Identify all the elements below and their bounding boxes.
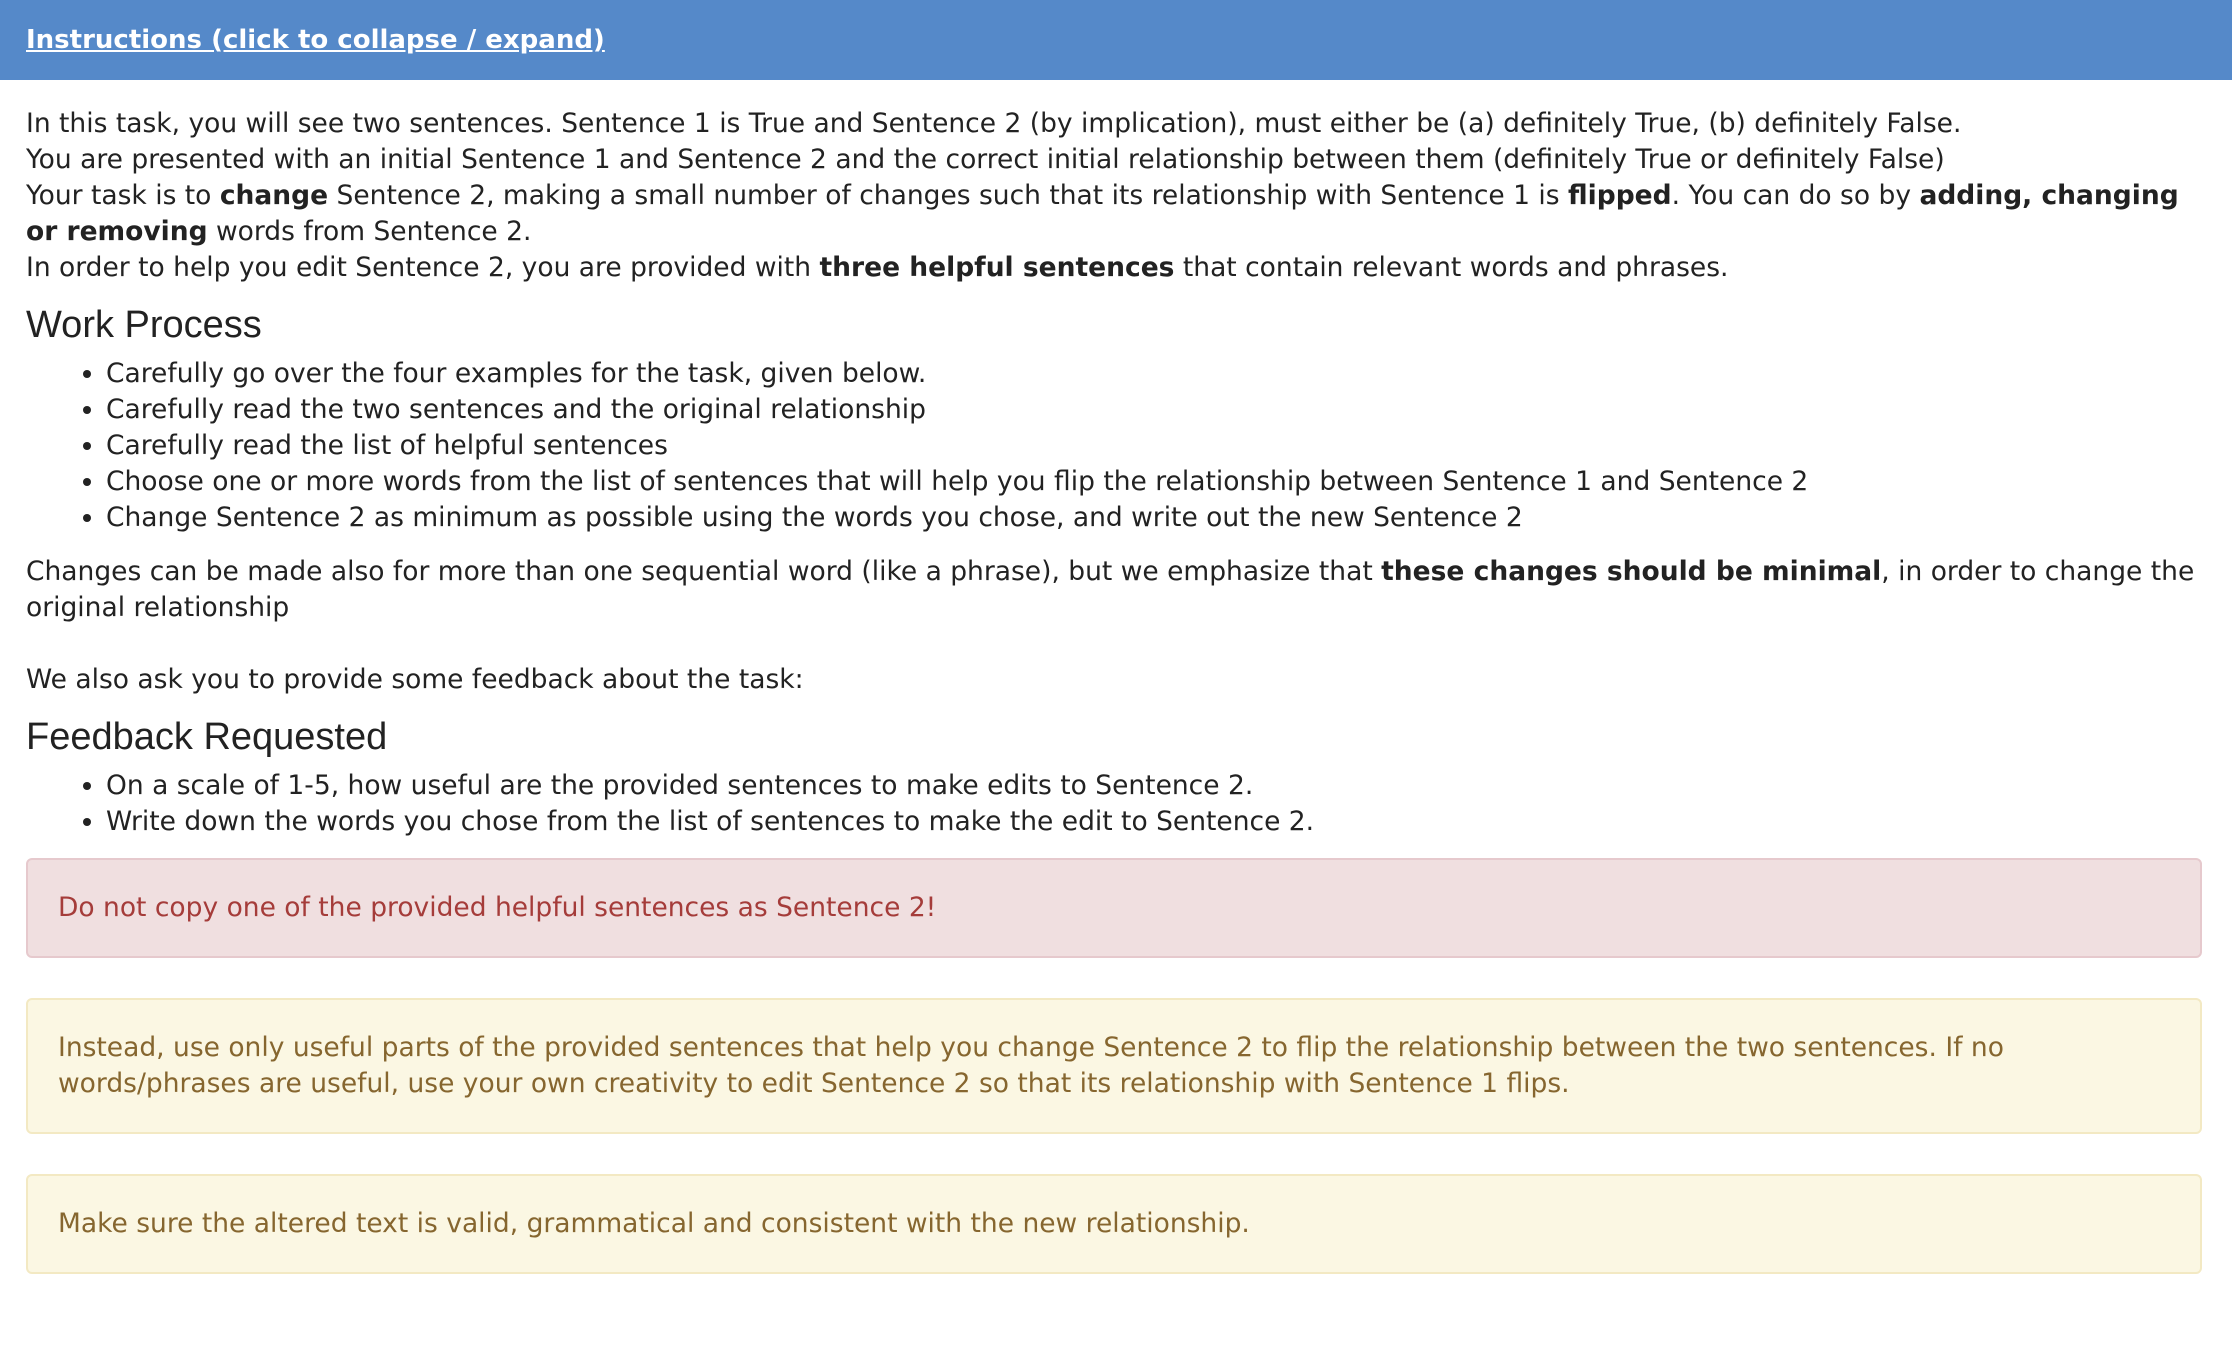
intro-line-1: In this task, you will see two sentences. Sentence 1 is True and Sentence 2 (by implication), must either be (a) definitely True, (b) definitely False. <box>26 108 1962 139</box>
intro-text: Sentence 2, making a small number of changes such that its relationship with Sentence 1 is <box>328 180 1569 211</box>
intro-section <box>26 106 2206 286</box>
intro-text: . You can do so by <box>1671 180 1920 211</box>
warning-alert-text: Make sure the altered text is valid, grammatical and consistent with the new relationship. <box>58 1208 1250 1239</box>
warning-alert <box>26 1174 2202 1274</box>
work-process-list <box>26 356 2206 536</box>
intro-text: that contain relevant words and phrases. <box>1174 252 1729 283</box>
work-process-heading: Work Process <box>26 304 262 346</box>
list-item: • Change Sentence 2 as minimum as possible using the words you chose, and write out the new Sentence 2 <box>106 500 2206 536</box>
changes-bold: these changes should be minimal <box>1381 556 1882 587</box>
intro-bold: adding, changing or removing <box>26 180 2179 247</box>
instructions-panel <box>0 80 2232 1274</box>
intro-text: Your task is to <box>26 180 220 211</box>
danger-alert-text: Do not copy one of the provided helpful sentences as Sentence 2! <box>58 892 937 923</box>
danger-alert <box>26 858 2202 958</box>
list-item: • Carefully read the two sentences and the original relationship <box>106 392 2206 428</box>
intro-bold: change <box>219 180 329 211</box>
intro-line-2: You are presented with an initial Sentence 1 and Sentence 2 and the correct initial relationship between them (definitely True or definitely False) <box>26 144 1945 175</box>
intro-line-4 <box>26 250 2206 286</box>
list-item: • Choose one or more words from the list of sentences that will help you flip the relationship between Sentence 1 and Sentence 2 <box>106 464 2206 500</box>
warning-alert-text: Instead, use only useful parts of the provided sentences that help you change Sentence 2 to flip the relationship between the two sentences. If no words/phrases are useful, use your own creativity to edit Sentence 2 so that its relationship with Sentence 1 flips. <box>58 1032 2004 1099</box>
intro-bold: three helpful sentences <box>819 252 1175 283</box>
changes-text: Changes can be made also for more than one sequential word (like a phrase), but we emphasize that <box>26 556 1382 587</box>
feedback-intro: We also ask you to provide some feedback about the task: <box>26 664 804 695</box>
feedback-list <box>26 768 2206 840</box>
instructions-toggle-link[interactable]: Instructions (click to collapse / expand) <box>26 25 605 55</box>
list-item: • Write down the words you chose from the list of sentences to make the edit to Sentence 2. <box>106 804 2206 840</box>
intro-bold: flipped <box>1568 180 1672 211</box>
instructions-header <box>0 0 2232 80</box>
intro-text: In order to help you edit Sentence 2, you are provided with <box>26 252 820 283</box>
list-item: • On a scale of 1-5, how useful are the provided sentences to make edits to Sentence 2. <box>106 768 2206 804</box>
feedback-heading: Feedback Requested <box>26 716 388 758</box>
list-item: • Carefully read the list of helpful sentences <box>106 428 2206 464</box>
changes-text: , in order to change the original relationship <box>26 556 2195 623</box>
intro-line-3 <box>26 178 2206 250</box>
changes-note <box>26 554 2206 626</box>
list-item: • Carefully go over the four examples for the task, given below. <box>106 356 2206 392</box>
intro-text: words from Sentence 2. <box>207 216 532 247</box>
warning-alert <box>26 998 2202 1134</box>
